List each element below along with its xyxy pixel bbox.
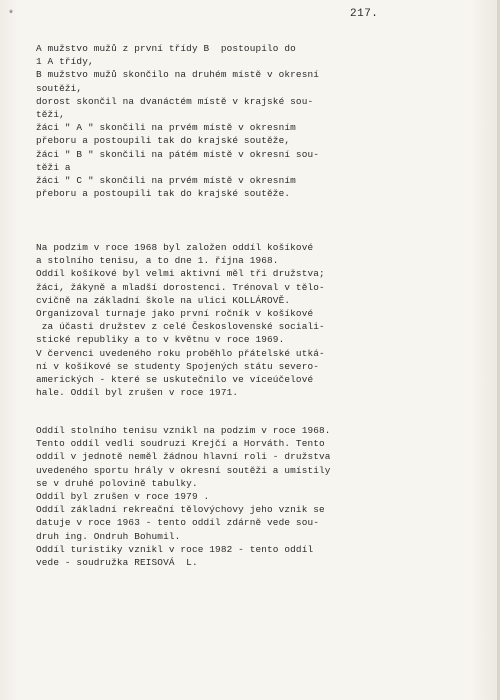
paragraph-table-tennis xyxy=(36,424,466,569)
corner-mark: * xyxy=(8,10,15,21)
text-line: Oddíl základní rekreační tělovýchovy jeho vznik se xyxy=(36,504,325,516)
text-line: ní v košíkové se studenty Spojených státu severo- xyxy=(36,360,320,372)
text-line: Tento oddíl vedli soudruzi Krejčí a Horváth. Tento xyxy=(36,438,325,450)
text-line: Oddíl stolního tenisu vznikl na podzim v roce 1968. xyxy=(36,425,331,436)
text-line: oddíl v jednotě neměl žádnou hlavní roli - družstva xyxy=(36,451,331,463)
text-line: těži, xyxy=(36,108,65,120)
text-line: těži a xyxy=(36,161,71,173)
text-line: vede - soudružka REISOVÁ L. xyxy=(36,556,198,568)
text-line: druh ing. Ondruh Bohumil. xyxy=(36,530,181,542)
paragraph-basketball xyxy=(36,241,466,399)
text-line: žáci, žákyně a mladší dorostenci. Trénoval v tělo- xyxy=(36,281,325,293)
text-line: soutěži, xyxy=(36,82,83,94)
text-line: Oddíl byl zrušen v roce 1979 . xyxy=(36,490,210,502)
text-line: žáci " C " skončili na prvém místě v okresním xyxy=(36,174,296,186)
text-line: cvičně na základní škole na ulici KOLLÁROVĚ. xyxy=(36,294,291,306)
text-line: hale. Oddíl byl zrušen v roce 1971. xyxy=(36,387,239,399)
text-line: dorost skončil na dvanáctém místě v krajské sou- xyxy=(36,95,314,107)
text-line: Oddíl košíkové byl velmi aktivní měl tři družstva; xyxy=(36,268,325,280)
text-line: amerických - které se uskutečnilo ve víceúčelové xyxy=(36,373,314,385)
text-line: přeboru a postoupili tak do krajské soutěže. xyxy=(36,188,291,200)
text-line: a stolního tenisu, a to dne 1. října 1968. xyxy=(36,255,279,267)
text-line: Organizoval turnaje jako první ročník v košíkové xyxy=(36,307,314,319)
text-line: stické republiky a to v květnu v roce 1969. xyxy=(36,334,285,346)
text-line: A mužstvo mužů z první třídy B postoupilo do xyxy=(36,43,296,54)
text-line: B mužstvo mužů skončilo na druhém místě v okresní xyxy=(36,69,320,81)
text-line: se v druhé polovině tabulky. xyxy=(36,477,198,489)
text-line: žáci " A " skončili na prvém místě v okresním xyxy=(36,122,296,134)
text-line: uvedeného sportu hrály v okresní soutěži a umístily xyxy=(36,464,331,476)
text-line: V červenci uvedeného roku proběhlo přátelské utká- xyxy=(36,347,325,359)
text-line: Na podzim v roce 1968 byl založen oddíl košíkové xyxy=(36,242,314,253)
text-line: 1 A třídy, xyxy=(36,56,94,68)
text-line: datuje v roce 1963 - tento oddíl zdárně vede sou- xyxy=(36,517,320,529)
text-line: žáci " B " skončili na pátém místě v okresní sou- xyxy=(36,148,320,160)
text-line: přeboru a postoupili tak do krajské soutěže, xyxy=(36,135,291,147)
page-number: 217. xyxy=(350,8,379,20)
text-line: za účasti družstev z celé Československé sociali- xyxy=(36,321,325,333)
paragraph-results xyxy=(36,42,466,200)
text-line: Oddíl turistiky vznikl v roce 1982 - tento oddíl xyxy=(36,543,314,555)
